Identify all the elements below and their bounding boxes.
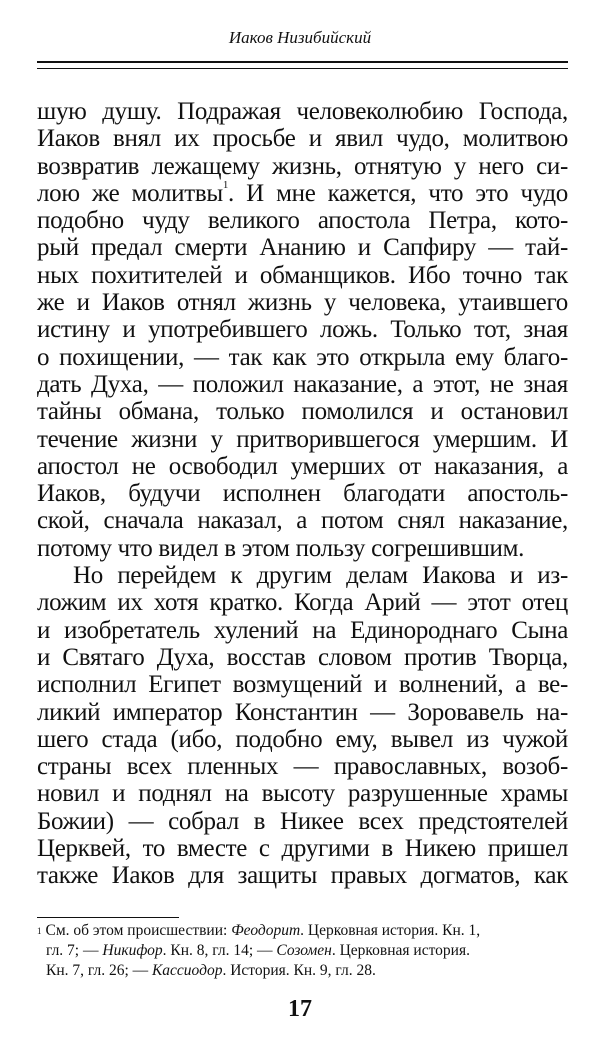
footnote-author: Кассиодор xyxy=(152,962,223,979)
text-segment: . И мне кажется, что это чудо xyxy=(228,179,568,207)
text-line: ской, сначала наказал, а потом снял наказание, xyxy=(37,507,568,535)
text-segment: лою же молитвы xyxy=(37,179,223,207)
text-line: подобно чуду великого апостола Петра, кото- xyxy=(37,207,568,235)
footnote-text: См. об этом происшествии: xyxy=(45,922,232,939)
text-line: Иаков, будучи исполнен благодати апостоль- xyxy=(37,480,568,508)
footnote-text: . Кн. 8, гл. 14; — xyxy=(162,942,277,959)
text-line: потому что видел в этом пользу согрешившим. xyxy=(37,534,525,562)
footnote-author: Никифор xyxy=(102,942,163,959)
text-line: страны всех пленных — православных, возоб- xyxy=(37,753,568,781)
text-line: новил и поднял на высоту разрушенные храмы xyxy=(37,780,568,808)
text-line: ликий император Константин — Зоровавель на- xyxy=(37,698,568,726)
text-line: шую душу. Подражая человеколюбию Господа, xyxy=(37,98,568,125)
text-line: рый предал смерти Ананию и Сапфиру — тай- xyxy=(37,234,568,262)
text-line: течение жизни у притворившегося умершим. И xyxy=(37,425,568,453)
footnote-text: . Церковная история. Кн. 1, xyxy=(300,922,481,939)
text-line: же и Иаков отнял жизнь у человека, утаившего xyxy=(37,289,568,317)
footnote-text: . Церковная история. xyxy=(331,942,470,959)
text-line: Церквей, то вместе с другими в Никею пришел xyxy=(37,835,568,863)
footnote-line xyxy=(37,941,568,961)
footnote-text: . История. Кн. 9, гл. 28. xyxy=(222,962,376,979)
footnote-line xyxy=(37,921,568,941)
header-rule-thick xyxy=(37,61,568,63)
footnote-text: Кн. 7, гл. 26; — xyxy=(46,962,152,979)
text-line: Но перейдем к другим делам Иакова и из- xyxy=(73,562,568,590)
page-number: 17 xyxy=(288,996,312,1022)
text-line: ложим их хотя кратко. Когда Арий — этот отец xyxy=(37,589,568,617)
text-line: тайны обмана, только помолился и остановил xyxy=(37,398,568,426)
running-head: Иаков Низибийский xyxy=(228,28,372,47)
text-line: Иаков внял их просьбе и явил чудо, молитвою xyxy=(37,125,568,153)
text-line: истину и употребившего ложь. Только тот, зная xyxy=(37,316,568,344)
text-line: и изобретатель хулений на Единороднаго Сына xyxy=(37,616,568,644)
footnote-rule xyxy=(37,917,179,918)
body-text xyxy=(37,98,568,890)
footnote-number: 1 xyxy=(37,926,42,936)
footnote-text: гл. 7; — xyxy=(46,942,103,959)
footnote-line xyxy=(37,961,568,981)
text-line xyxy=(37,180,568,207)
text-line: также Иаков для защиты правых догматов, как xyxy=(37,862,568,890)
footnote xyxy=(37,921,568,981)
header-rule-thin xyxy=(37,68,568,69)
text-line: о похищении, — так как это открыла ему благо- xyxy=(37,343,568,371)
footnote-author: Феодорит xyxy=(231,922,301,939)
text-line: и Святаго Духа, восстав словом против Творца, xyxy=(37,643,568,671)
text-line: шего стада (ибо, подобно ему, вывел из чужой xyxy=(37,725,568,753)
footnote-reference[interactable]: 1 xyxy=(222,178,229,191)
text-line: исполнил Египет возмущений и волнений, а ве- xyxy=(37,671,568,699)
text-line: ных похитителей и обманщиков. Ибо точно так xyxy=(37,261,568,289)
text-line: дать Духа, — положил наказание, а этот, не зная xyxy=(37,370,568,398)
text-line: возвратив лежащему жизнь, отнятую у него си- xyxy=(37,152,568,180)
text-line: Божии) — собрал в Никее всех предстоятелей xyxy=(37,807,568,835)
footnote-author: Созомен xyxy=(276,942,332,959)
text-line: апостол не освободил умерших от наказания, а xyxy=(37,452,568,480)
